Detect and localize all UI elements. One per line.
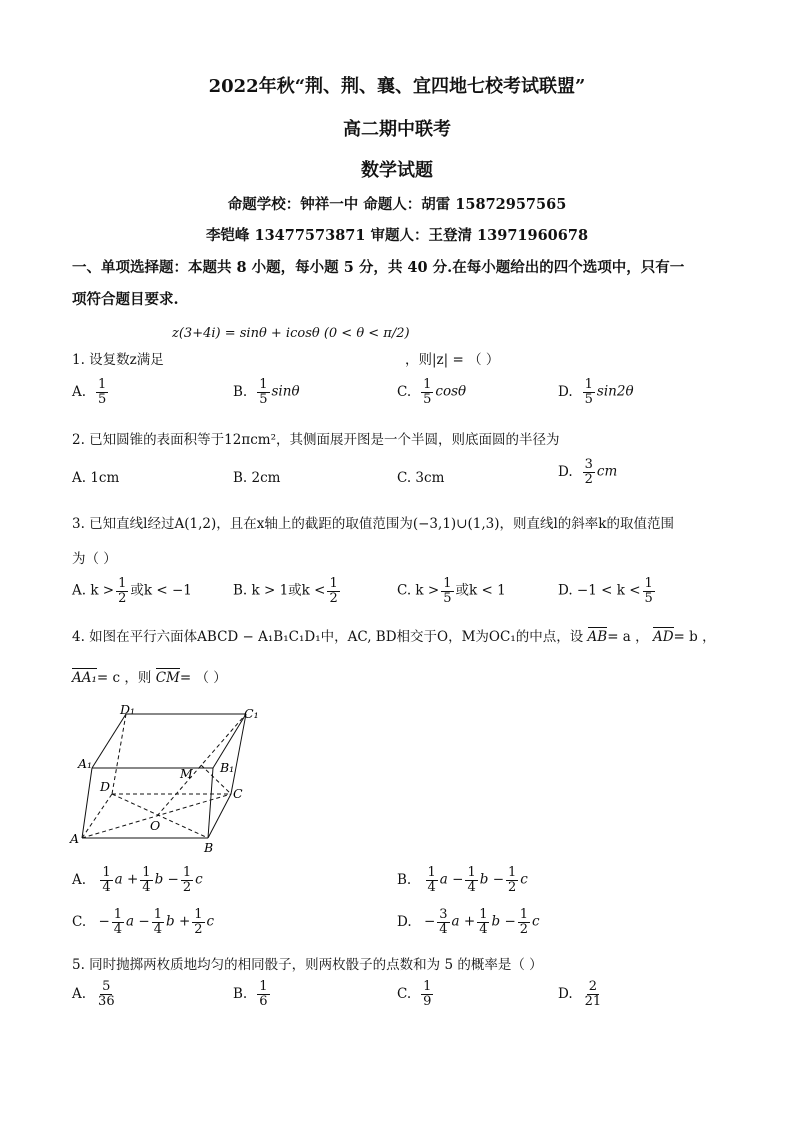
q3-line1: 3. 已知直线l经过A(1,2)，且在x轴上的截距的取值范围为(−3,1)∪(1,3)，则直线l的斜率k的取值范围 (72, 516, 674, 532)
num: 1 (142, 865, 151, 880)
q5-option-b-num: 1 (259, 979, 268, 994)
q2-text: 2. 已知圆锥的表面积等于12πcm²，其侧面展开图是一个半圆，则底面圆的半径为 (72, 432, 560, 448)
q4-vec-ad-eq: = b ， (673, 629, 716, 645)
credit-line-1: 命题学校：钟祥一中 命题人：胡雷 15872957565 (227, 196, 567, 213)
q5-option-b-frac (257, 980, 269, 1008)
var: c (520, 871, 528, 888)
den: 4 (102, 879, 111, 895)
fig-label-o: O (150, 818, 161, 833)
q1-option-a (72, 378, 110, 406)
q4-vec-ab: AB (587, 629, 608, 645)
q3-option-a-pre: A. k > (72, 582, 115, 599)
q5-option-c-num: 1 (423, 979, 432, 994)
den: 4 (142, 879, 151, 895)
q4-option-d (397, 908, 540, 936)
q3-option-a-den: 2 (118, 590, 127, 606)
frac (112, 908, 124, 936)
q3-option-b-den: 2 (329, 590, 338, 606)
num: 1 (113, 907, 123, 922)
q1-frac-num: 1 (259, 377, 268, 392)
q1-option-c (397, 378, 466, 406)
q1-option-d-func: sin2θ (596, 383, 634, 400)
frac (100, 866, 112, 894)
q3-option-a-post: 或k < −1 (130, 582, 192, 599)
q1-option-d-frac (583, 378, 595, 406)
sign: − (492, 871, 505, 888)
q3-option-d (558, 577, 657, 605)
q5-option-b-den: 6 (259, 993, 268, 1009)
var: a (439, 871, 448, 888)
q1-frac-den: 5 (98, 391, 107, 407)
q5-option-d-frac (583, 980, 604, 1008)
q3-option-a (72, 577, 192, 605)
sign: − (504, 913, 516, 930)
num: 1 (479, 907, 488, 922)
q1-option-a-frac (96, 378, 108, 406)
frac (465, 866, 477, 894)
q5-option-b (233, 980, 272, 1008)
q5-option-a-frac (96, 980, 117, 1008)
q3-option-b-pre: B. k > 1或k < (233, 582, 326, 599)
q5-option-c-label: C. (397, 985, 412, 1002)
q2-option-d-label: D. (558, 463, 573, 480)
sign: + (178, 913, 191, 930)
q5-option-b-label: B. (233, 985, 248, 1002)
q1-option-b-frac (257, 378, 269, 406)
frac (518, 908, 530, 936)
sign: − (167, 871, 179, 888)
q4-option-d-label: D. (397, 913, 412, 930)
frac (192, 908, 204, 936)
q3-option-d-frac (643, 577, 655, 605)
den: 2 (182, 879, 192, 895)
q4-option-b-label: B. (397, 871, 412, 888)
q3-option-d-pre: D. −1 < k < (558, 582, 641, 599)
q4-vec-ad: AD (652, 629, 674, 645)
frac (477, 908, 489, 936)
sign: − (138, 913, 150, 930)
q5-option-d (558, 980, 605, 1008)
q1-prefix: 1. 设复数z满足 (72, 352, 164, 368)
num: 3 (439, 907, 448, 922)
q1-option-c-frac (421, 378, 433, 406)
q5-option-d-label: D. (558, 985, 573, 1002)
q4-option-c-label: C. (72, 913, 87, 930)
q1-frac-num: 1 (98, 377, 107, 392)
q5-option-a-label: A. (72, 985, 87, 1002)
credit-line-2: 李铠峰 13477573871 审题人：王登清 13971960678 (205, 227, 589, 244)
q1-option-a-label: A. (72, 383, 87, 400)
sign: + (463, 913, 476, 930)
q3-option-c-pre: C. k > (397, 582, 440, 599)
fig-label-a: A (70, 831, 80, 846)
q4-vec-cm-eq: = （ ） (179, 670, 227, 686)
q5-text: 5. 同时抛掷两枚质地均匀的相同骰子，则两枚骰子的点数和为 5 的概率是（ ） (72, 957, 543, 973)
num: 1 (102, 865, 111, 880)
q2-frac-den: 2 (584, 471, 593, 487)
frac (426, 866, 438, 894)
den: 2 (519, 921, 529, 937)
num: 1 (519, 907, 529, 922)
q1-option-d (558, 378, 634, 406)
fig-label-a1: A₁ (78, 756, 93, 771)
q5-option-c-frac (421, 980, 433, 1008)
q4-line1-text: 4. 如图在平行六面体ABCD − A₁B₁C₁D₁中，AC, BD相交于O，M为OC₁的中点，设 (72, 629, 584, 645)
fig-label-c1: C₁ (244, 706, 259, 721)
sign: − (423, 913, 436, 930)
var: b (154, 871, 164, 888)
q3-option-c-post: 或k < 1 (455, 582, 506, 599)
exam-subtitle: 高二期中联考 (343, 119, 451, 140)
den: 4 (153, 921, 162, 937)
frac (140, 866, 152, 894)
q5-option-d-num: 2 (588, 979, 598, 994)
q4-line2 (72, 666, 227, 686)
q1-formula: z(3+4i) = sinθ + icosθ (0 < θ < π/2) (172, 326, 410, 341)
q4-vec-aa1: AA₁ (72, 670, 97, 686)
var: a (451, 913, 460, 930)
q1-frac-num: 1 (584, 377, 593, 392)
num: 1 (153, 907, 162, 922)
var: c (206, 913, 215, 930)
q4-option-c (72, 908, 214, 936)
subject-title: 数学试题 (361, 160, 433, 181)
den: 4 (113, 921, 123, 937)
q4-vec-ab-eq: = a ， (607, 629, 649, 645)
den: 4 (479, 921, 488, 937)
var: b (491, 913, 501, 930)
q2-option-c: C. 3cm (397, 470, 445, 486)
fig-label-d: D (100, 779, 111, 794)
q2-option-d (558, 458, 617, 486)
q2-frac-num: 3 (584, 457, 593, 472)
q5-option-a-num: 5 (102, 979, 111, 994)
q5-option-a (72, 980, 119, 1008)
den: 2 (508, 879, 517, 895)
q3-option-c-frac (441, 577, 453, 605)
fig-label-d1: D₁ (120, 702, 136, 717)
fig-label-c: C (233, 786, 243, 801)
q1-option-c-func: cosθ (435, 383, 467, 400)
q2-option-d-unit: cm (596, 463, 618, 480)
q1-option-c-label: C. (397, 383, 412, 400)
q1-option-d-label: D. (558, 383, 573, 400)
q5-option-c (397, 980, 435, 1008)
var: a (126, 913, 135, 930)
q1-frac-den: 5 (423, 391, 432, 407)
fig-label-b1: B₁ (220, 760, 235, 775)
num: 1 (182, 865, 192, 880)
q1-option-b-label: B. (233, 383, 248, 400)
q3-option-c (397, 577, 506, 605)
sign: − (98, 913, 110, 930)
q4-option-a (72, 866, 203, 894)
q3-line2: 为（ ） (72, 551, 117, 567)
q3-option-d-den: 5 (644, 590, 653, 606)
sign: + (126, 871, 139, 888)
num: 1 (508, 865, 517, 880)
frac (152, 908, 164, 936)
q4-vec-cm: CM (155, 670, 180, 686)
fig-label-m: M (180, 766, 193, 781)
section-heading-line1: 一、单项选择题：本题共 8 小题，每小题 5 分，共 40 分.在每小题给出的四个选项中，只有一 (72, 259, 685, 276)
q1-frac-den: 5 (259, 391, 268, 407)
q1-option-b-func: sinθ (271, 383, 300, 400)
q3-option-d-num: 1 (644, 576, 653, 591)
q4-line1 (72, 625, 716, 645)
section-heading-line2: 项符合题目要求. (72, 291, 179, 308)
var: a (114, 871, 123, 888)
q2-option-a: A. 1cm (72, 470, 120, 486)
num: 1 (467, 865, 476, 880)
q5-option-c-den: 9 (423, 993, 432, 1009)
q2-option-b: B. 2cm (233, 470, 281, 486)
den: 2 (194, 921, 203, 937)
q3-option-a-frac (116, 577, 128, 605)
q3-option-a-num: 1 (118, 576, 127, 591)
q1-frac-den: 5 (584, 391, 593, 407)
q1-option-b (233, 378, 300, 406)
q4-option-a-label: A. (72, 871, 87, 888)
q1-suffix: ，则|z| = （ ） (405, 352, 500, 368)
frac (506, 866, 518, 894)
q3-option-c-num: 1 (443, 576, 452, 591)
q4-option-b (397, 866, 528, 894)
q3-option-b-frac (327, 577, 339, 605)
exam-title: 2022年秋“荆、荆、襄、宜四地七校考试联盟” (208, 76, 586, 97)
q5-option-a-den: 36 (98, 993, 115, 1009)
q2-option-d-frac (583, 458, 595, 486)
q1-frac-num: 1 (423, 377, 432, 392)
q4-vec-aa1-eq: = c ，则 (96, 670, 152, 686)
q3-option-b (233, 577, 342, 605)
frac (181, 866, 193, 894)
den: 4 (467, 879, 476, 895)
q3-option-b-num: 1 (329, 576, 338, 591)
den: 4 (439, 921, 448, 937)
parallelepiped-figure (68, 700, 268, 860)
q3-option-c-den: 5 (443, 590, 452, 606)
frac (437, 908, 449, 936)
num: 1 (194, 907, 203, 922)
num: 1 (427, 865, 436, 880)
sign: − (452, 871, 464, 888)
var: c (195, 871, 203, 888)
q5-option-d-den: 21 (584, 993, 602, 1009)
var: b (479, 871, 489, 888)
var: b (165, 913, 175, 930)
den: 4 (427, 879, 436, 895)
fig-label-b: B (204, 840, 214, 855)
var: c (532, 913, 540, 930)
